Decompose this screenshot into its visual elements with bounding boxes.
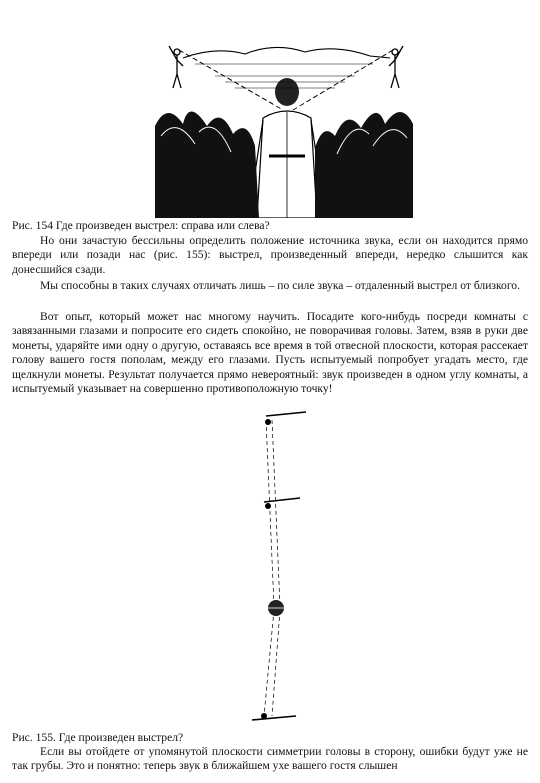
paragraph-2: Мы способны в таких случаях отличать лишь – по силе звука – отдаленный выстрел от близкого. (40, 279, 521, 292)
gun-top-icon (265, 412, 306, 425)
figure-155-caption: Рис. 155. Где произведен выстрел? (12, 731, 184, 744)
figure-155-illustration (248, 410, 308, 728)
figure-154-illustration (155, 6, 413, 218)
paragraph-1: Но они зачастую бессильны определить положение источника звука, если он находится прямо впереди или позади нас (рис. 155): выстрел, произведенный впереди, нередко слышится как донесшийся сзади. (12, 234, 528, 276)
listener-head-icon (268, 600, 284, 616)
gun-bottom-icon (252, 713, 296, 720)
foliage-right (315, 112, 413, 218)
left-shooter-figure (169, 46, 183, 88)
figure-154-caption: Рис. 154 Где произведен выстрел: справа или слева? (12, 219, 270, 232)
paragraph-3: Вот опыт, который может нас многому научить. Посадите кого-нибудь посреди комнаты с завязанными глазами и попросите его сидеть спокойно, не поворачивая головы. Затем, взяв в руки две монеты, ударяйте ими одну о другую, оставаясь все время в той отвесной плоскости, которая рассекает голову вашего гостя пополам, между его глазами. Пусть испытуемый попробует угадать место, где щелкнули монеты. Результат получается прямо невероятный: звук произведен в одном углу комнаты, а испытуемый указывает на совершенно противоположную точку! (12, 310, 528, 396)
foliage-left (155, 111, 259, 218)
right-shooter-figure (389, 46, 403, 88)
paragraph-4: Если вы отойдете от упомянутой плоскости симметрии головы в сторону, ошибки будут уже не так грубы. Это и понятно: теперь звук в ближайшем ухе вашего гостя слышен (12, 745, 528, 773)
